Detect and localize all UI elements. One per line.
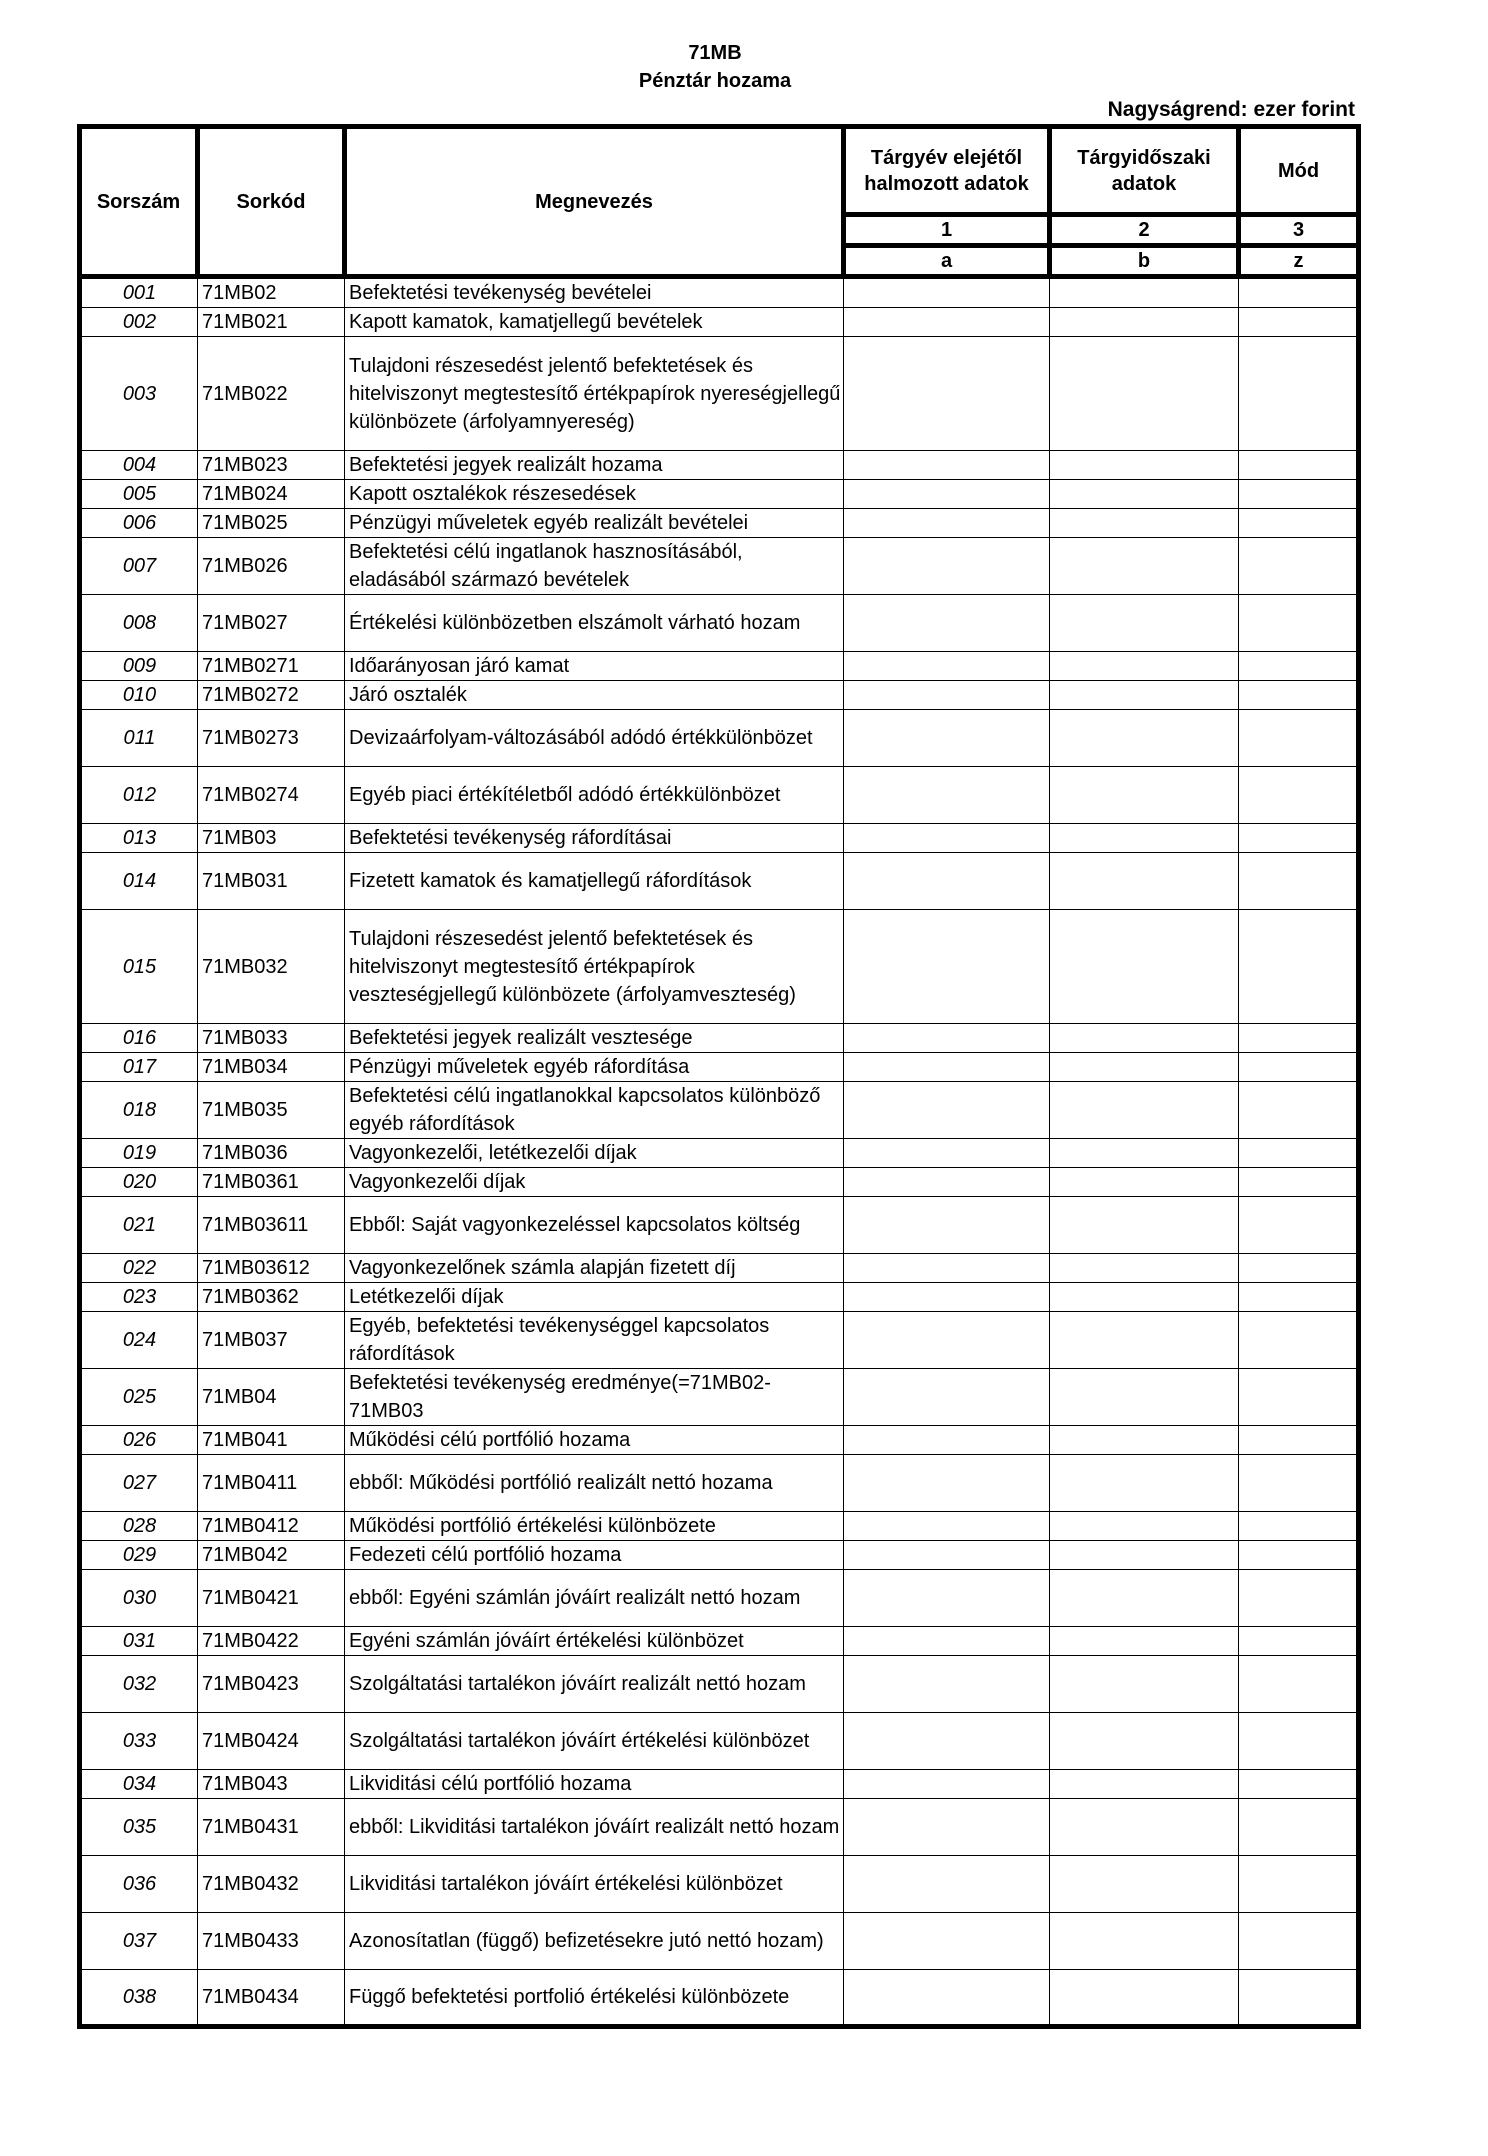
header-let1: a: [844, 246, 1050, 277]
cell-col3: [1239, 451, 1359, 480]
cell-col1: [844, 1426, 1050, 1455]
cell-col2: [1050, 1369, 1239, 1426]
cell-col3: [1239, 1168, 1359, 1197]
row-code: 71MB0422: [198, 1627, 345, 1656]
cell-col2: [1050, 767, 1239, 824]
header-let3: z: [1239, 246, 1359, 277]
cell-col1: [844, 710, 1050, 767]
cell-col1: [844, 1168, 1050, 1197]
cell-col1: [844, 681, 1050, 710]
cell-col2: [1050, 1197, 1239, 1254]
row-name: Befektetési jegyek realizált vesztesége: [345, 1024, 844, 1053]
cell-col1: [844, 1541, 1050, 1570]
row-number: 037: [80, 1913, 198, 1970]
table-row: [80, 509, 1359, 538]
row-name: Szolgáltatási tartalékon jóváírt realizált nettó hozam: [345, 1656, 844, 1713]
row-number: 001: [80, 277, 198, 308]
row-name: Vagyonkezelői, letétkezelői díjak: [345, 1139, 844, 1168]
row-code: 71MB0361: [198, 1168, 345, 1197]
row-number: 019: [80, 1139, 198, 1168]
row-code: 71MB035: [198, 1082, 345, 1139]
row-code: 71MB0411: [198, 1455, 345, 1512]
cell-col3: [1239, 652, 1359, 681]
row-code: 71MB032: [198, 910, 345, 1024]
row-number: 028: [80, 1512, 198, 1541]
row-number: 024: [80, 1312, 198, 1369]
row-name: Értékelési különbözetben elszámolt várható hozam: [345, 595, 844, 652]
cell-col1: [844, 1913, 1050, 1970]
table-row: [80, 1455, 1359, 1512]
row-number: 013: [80, 824, 198, 853]
row-number: 022: [80, 1254, 198, 1283]
row-number: 016: [80, 1024, 198, 1053]
cell-col1: [844, 1139, 1050, 1168]
row-name: Ebből: Saját vagyonkezeléssel kapcsolatos költség: [345, 1197, 844, 1254]
row-code: 71MB0273: [198, 710, 345, 767]
cell-col2: [1050, 480, 1239, 509]
row-number: 017: [80, 1053, 198, 1082]
cell-col2: [1050, 1799, 1239, 1856]
row-name: Likviditási célú portfólió hozama: [345, 1770, 844, 1799]
table-row: [80, 1856, 1359, 1913]
table-row: [80, 1541, 1359, 1570]
row-code: 71MB037: [198, 1312, 345, 1369]
row-code: 71MB0434: [198, 1970, 345, 2027]
cell-col2: [1050, 451, 1239, 480]
row-code: 71MB031: [198, 853, 345, 910]
row-number: 038: [80, 1970, 198, 2027]
row-code: 71MB043: [198, 1770, 345, 1799]
cell-col1: [844, 1024, 1050, 1053]
row-code: 71MB04: [198, 1369, 345, 1426]
row-number: 020: [80, 1168, 198, 1197]
row-name: Működési portfólió értékelési különbözete: [345, 1512, 844, 1541]
table-row: [80, 824, 1359, 853]
table-row: [80, 1053, 1359, 1082]
cell-col2: [1050, 1970, 1239, 2027]
cell-col2: [1050, 1254, 1239, 1283]
cell-col2: [1050, 308, 1239, 337]
cell-col1: [844, 1713, 1050, 1770]
row-code: 71MB036: [198, 1139, 345, 1168]
cell-col1: [844, 824, 1050, 853]
cell-col2: [1050, 538, 1239, 595]
row-name: Kapott kamatok, kamatjellegű bevételek: [345, 308, 844, 337]
row-number: 025: [80, 1369, 198, 1426]
cell-col2: [1050, 1713, 1239, 1770]
row-code: 71MB0433: [198, 1913, 345, 1970]
row-number: 033: [80, 1713, 198, 1770]
row-name: Egyéni számlán jóváírt értékelési különbözet: [345, 1627, 844, 1656]
cell-col2: [1050, 1139, 1239, 1168]
cell-col1: [844, 1082, 1050, 1139]
row-name: Vagyonkezelői díjak: [345, 1168, 844, 1197]
row-name: Letétkezelői díjak: [345, 1283, 844, 1312]
cell-col3: [1239, 1541, 1359, 1570]
cell-col2: [1050, 1627, 1239, 1656]
row-name: Kapott osztalékok részesedések: [345, 480, 844, 509]
row-name: Járó osztalék: [345, 681, 844, 710]
row-name: Befektetési célú ingatlanok hasznosításából, eladásából származó bevételek: [345, 538, 844, 595]
cell-col1: [844, 1570, 1050, 1627]
table-row: [80, 710, 1359, 767]
cell-col2: [1050, 1053, 1239, 1082]
row-code: 71MB03612: [198, 1254, 345, 1283]
row-code: 71MB0421: [198, 1570, 345, 1627]
data-table: [77, 124, 1361, 2029]
row-number: 023: [80, 1283, 198, 1312]
cell-col1: [844, 1856, 1050, 1913]
row-code: 71MB034: [198, 1053, 345, 1082]
cell-col1: [844, 1512, 1050, 1541]
cell-col1: [844, 767, 1050, 824]
row-code: 71MB0412: [198, 1512, 345, 1541]
cell-col2: [1050, 1570, 1239, 1627]
table-row: [80, 1369, 1359, 1426]
table-row: [80, 1627, 1359, 1656]
form-code: 71MB: [688, 42, 742, 64]
header-col2: Tárgyidőszaki adatok: [1050, 127, 1239, 215]
cell-col3: [1239, 1369, 1359, 1426]
table-row: [80, 1312, 1359, 1369]
cell-col3: [1239, 1856, 1359, 1913]
header-sorkod: Sorkód: [198, 127, 345, 277]
cell-col3: [1239, 824, 1359, 853]
row-number: 004: [80, 451, 198, 480]
row-code: 71MB03611: [198, 1197, 345, 1254]
header-megnevezes: Megnevezés: [345, 127, 844, 277]
row-number: 011: [80, 710, 198, 767]
cell-col3: [1239, 1254, 1359, 1283]
cell-col1: [844, 337, 1050, 451]
cell-col1: [844, 1254, 1050, 1283]
cell-col2: [1050, 1541, 1239, 1570]
cell-col3: [1239, 1139, 1359, 1168]
table-row: [80, 480, 1359, 509]
cell-col2: [1050, 652, 1239, 681]
row-code: 71MB0271: [198, 652, 345, 681]
row-number: 029: [80, 1541, 198, 1570]
row-number: 027: [80, 1455, 198, 1512]
row-name: Szolgáltatási tartalékon jóváírt értékelési különbözet: [345, 1713, 844, 1770]
cell-col3: [1239, 1713, 1359, 1770]
row-code: 71MB0431: [198, 1799, 345, 1856]
cell-col3: [1239, 1197, 1359, 1254]
row-number: 021: [80, 1197, 198, 1254]
cell-col2: [1050, 1168, 1239, 1197]
row-name: Befektetési tevékenység eredménye(=71MB02-71MB03: [345, 1369, 844, 1426]
cell-col1: [844, 1627, 1050, 1656]
cell-col2: [1050, 509, 1239, 538]
row-name: Egyéb piaci értékítéletből adódó értékkülönbözet: [345, 767, 844, 824]
row-number: 015: [80, 910, 198, 1024]
row-name: Időarányosan járó kamat: [345, 652, 844, 681]
table-row: [80, 1570, 1359, 1627]
row-name: Befektetési jegyek realizált hozama: [345, 451, 844, 480]
cell-col1: [844, 1970, 1050, 2027]
cell-col1: [844, 509, 1050, 538]
row-number: 009: [80, 652, 198, 681]
cell-col2: [1050, 1283, 1239, 1312]
header-num1: 1: [844, 215, 1050, 246]
cell-col1: [844, 538, 1050, 595]
table-row: [80, 308, 1359, 337]
cell-col3: [1239, 910, 1359, 1024]
row-number: 008: [80, 595, 198, 652]
cell-col2: [1050, 1082, 1239, 1139]
cell-col1: [844, 1770, 1050, 1799]
row-number: 002: [80, 308, 198, 337]
cell-col3: [1239, 1627, 1359, 1656]
table-row: [80, 277, 1359, 308]
cell-col3: [1239, 767, 1359, 824]
cell-col3: [1239, 1970, 1359, 2027]
row-name: Azonosítatlan (függő) befizetésekre jutó nettó hozam): [345, 1913, 844, 1970]
cell-col3: [1239, 1913, 1359, 1970]
table-row: [80, 451, 1359, 480]
row-name: Devizaárfolyam-változásából adódó értékkülönbözet: [345, 710, 844, 767]
row-name: Egyéb, befektetési tevékenységgel kapcsolatos ráfordítások: [345, 1312, 844, 1369]
row-name: Befektetési tevékenység ráfordításai: [345, 824, 844, 853]
row-code: 71MB0362: [198, 1283, 345, 1312]
row-number: 003: [80, 337, 198, 451]
unit-label: Nagyságrend: ezer forint: [1107, 98, 1355, 121]
cell-col3: [1239, 337, 1359, 451]
cell-col3: [1239, 853, 1359, 910]
cell-col2: [1050, 910, 1239, 1024]
row-code: 71MB0424: [198, 1713, 345, 1770]
header-num3: 3: [1239, 215, 1359, 246]
row-code: 71MB023: [198, 451, 345, 480]
row-name: Likviditási tartalékon jóváírt értékelési különbözet: [345, 1856, 844, 1913]
row-number: 010: [80, 681, 198, 710]
row-number: 012: [80, 767, 198, 824]
row-name: Befektetési tevékenység bevételei: [345, 277, 844, 308]
table-row: [80, 595, 1359, 652]
cell-col2: [1050, 1770, 1239, 1799]
table-row: [80, 337, 1359, 451]
cell-col2: [1050, 1856, 1239, 1913]
cell-col3: [1239, 710, 1359, 767]
form-title: Pénztár hozama: [638, 70, 792, 92]
cell-col3: [1239, 595, 1359, 652]
row-number: 034: [80, 1770, 198, 1799]
table-body: [80, 277, 1359, 2027]
cell-col1: [844, 1053, 1050, 1082]
row-code: 71MB03: [198, 824, 345, 853]
row-name: ebből: Egyéni számlán jóváírt realizált nettó hozam: [345, 1570, 844, 1627]
row-number: 014: [80, 853, 198, 910]
row-number: 018: [80, 1082, 198, 1139]
row-code: 71MB0274: [198, 767, 345, 824]
table-row: [80, 1913, 1359, 1970]
cell-col2: [1050, 853, 1239, 910]
cell-col3: [1239, 1570, 1359, 1627]
cell-col2: [1050, 337, 1239, 451]
row-name: Pénzügyi műveletek egyéb ráfordítása: [345, 1053, 844, 1082]
cell-col2: [1050, 1312, 1239, 1369]
row-code: 71MB02: [198, 277, 345, 308]
cell-col2: [1050, 595, 1239, 652]
cell-col1: [844, 652, 1050, 681]
row-number: 035: [80, 1799, 198, 1856]
row-name: Működési célú portfólió hozama: [345, 1426, 844, 1455]
row-number: 032: [80, 1656, 198, 1713]
cell-col3: [1239, 308, 1359, 337]
cell-col3: [1239, 538, 1359, 595]
table-row: [80, 1799, 1359, 1856]
cell-col1: [844, 1455, 1050, 1512]
row-code: 71MB021: [198, 308, 345, 337]
table-row: [80, 1426, 1359, 1455]
row-number: 005: [80, 480, 198, 509]
row-code: 71MB022: [198, 337, 345, 451]
cell-col3: [1239, 1770, 1359, 1799]
cell-col1: [844, 1283, 1050, 1312]
table-row: [80, 652, 1359, 681]
cell-col2: [1050, 1512, 1239, 1541]
header-col1: Tárgyév elejétől halmozott adatok: [844, 127, 1050, 215]
header-let2: b: [1050, 246, 1239, 277]
cell-col3: [1239, 1512, 1359, 1541]
row-name: Fizetett kamatok és kamatjellegű ráfordítások: [345, 853, 844, 910]
row-code: 71MB0423: [198, 1656, 345, 1713]
table-row: [80, 1970, 1359, 2027]
table-row: [80, 1197, 1359, 1254]
cell-col3: [1239, 480, 1359, 509]
cell-col3: [1239, 1082, 1359, 1139]
cell-col2: [1050, 824, 1239, 853]
cell-col3: [1239, 681, 1359, 710]
cell-col3: [1239, 1656, 1359, 1713]
cell-col1: [844, 1656, 1050, 1713]
cell-col3: [1239, 1312, 1359, 1369]
row-code: 71MB025: [198, 509, 345, 538]
cell-col3: [1239, 1455, 1359, 1512]
cell-col1: [844, 595, 1050, 652]
row-number: 007: [80, 538, 198, 595]
row-name: Befektetési célú ingatlanokkal kapcsolatos különböző egyéb ráfordítások: [345, 1082, 844, 1139]
cell-col2: [1050, 277, 1239, 308]
cell-col2: [1050, 1913, 1239, 1970]
row-name: Tulajdoni részesedést jelentő befektetések és hitelviszonyt megtestesítő értékpapírok veszteségjellegű különbözete (árfolyamveszteség): [345, 910, 844, 1024]
row-code: 71MB041: [198, 1426, 345, 1455]
row-code: 71MB024: [198, 480, 345, 509]
row-code: 71MB026: [198, 538, 345, 595]
cell-col3: [1239, 1426, 1359, 1455]
table-row: [80, 1656, 1359, 1713]
cell-col2: [1050, 681, 1239, 710]
cell-col3: [1239, 277, 1359, 308]
row-code: 71MB033: [198, 1024, 345, 1053]
row-number: 006: [80, 509, 198, 538]
row-name: Függő befektetési portfolió értékelési különbözete: [345, 1970, 844, 2027]
cell-col3: [1239, 1053, 1359, 1082]
row-name: Tulajdoni részesedést jelentő befektetések és hitelviszonyt megtestesítő értékpapírok nyereségjellegű különbözete (árfolyamnyereség): [345, 337, 844, 451]
row-number: 036: [80, 1856, 198, 1913]
table-row: [80, 767, 1359, 824]
cell-col1: [844, 910, 1050, 1024]
cell-col2: [1050, 1024, 1239, 1053]
row-name: Fedezeti célú portfólió hozama: [345, 1541, 844, 1570]
table-row: [80, 1168, 1359, 1197]
table-row: [80, 1283, 1359, 1312]
cell-col2: [1050, 1656, 1239, 1713]
row-code: 71MB0272: [198, 681, 345, 710]
table-row: [80, 1024, 1359, 1053]
row-name: ebből: Működési portfólió realizált nettó hozama: [345, 1455, 844, 1512]
cell-col2: [1050, 1426, 1239, 1455]
cell-col3: [1239, 509, 1359, 538]
cell-col1: [844, 853, 1050, 910]
cell-col2: [1050, 710, 1239, 767]
cell-col3: [1239, 1799, 1359, 1856]
row-number: 026: [80, 1426, 198, 1455]
cell-col1: [844, 277, 1050, 308]
cell-col1: [844, 480, 1050, 509]
cell-col3: [1239, 1024, 1359, 1053]
header-sorszam: Sorszám: [80, 127, 198, 277]
table-row: [80, 538, 1359, 595]
table-row: [80, 1770, 1359, 1799]
table-row: [80, 681, 1359, 710]
row-name: Pénzügyi műveletek egyéb realizált bevételei: [345, 509, 844, 538]
table-row: [80, 1139, 1359, 1168]
table-row: [80, 1254, 1359, 1283]
table-row: [80, 1713, 1359, 1770]
header-num2: 2: [1050, 215, 1239, 246]
table-row: [80, 853, 1359, 910]
row-code: 71MB0432: [198, 1856, 345, 1913]
cell-col1: [844, 1197, 1050, 1254]
cell-col1: [844, 1799, 1050, 1856]
header-col3: Mód: [1239, 127, 1359, 215]
table-row: [80, 1082, 1359, 1139]
row-code: 71MB042: [198, 1541, 345, 1570]
row-number: 030: [80, 1570, 198, 1627]
cell-col3: [1239, 1283, 1359, 1312]
cell-col1: [844, 1312, 1050, 1369]
cell-col2: [1050, 1455, 1239, 1512]
cell-col1: [844, 308, 1050, 337]
table-row: [80, 1512, 1359, 1541]
table-row: [80, 910, 1359, 1024]
row-number: 031: [80, 1627, 198, 1656]
cell-col1: [844, 1369, 1050, 1426]
row-name: Vagyonkezelőnek számla alapján fizetett díj: [345, 1254, 844, 1283]
row-name: ebből: Likviditási tartalékon jóváírt realizált nettó hozam: [345, 1799, 844, 1856]
cell-col1: [844, 451, 1050, 480]
row-code: 71MB027: [198, 595, 345, 652]
